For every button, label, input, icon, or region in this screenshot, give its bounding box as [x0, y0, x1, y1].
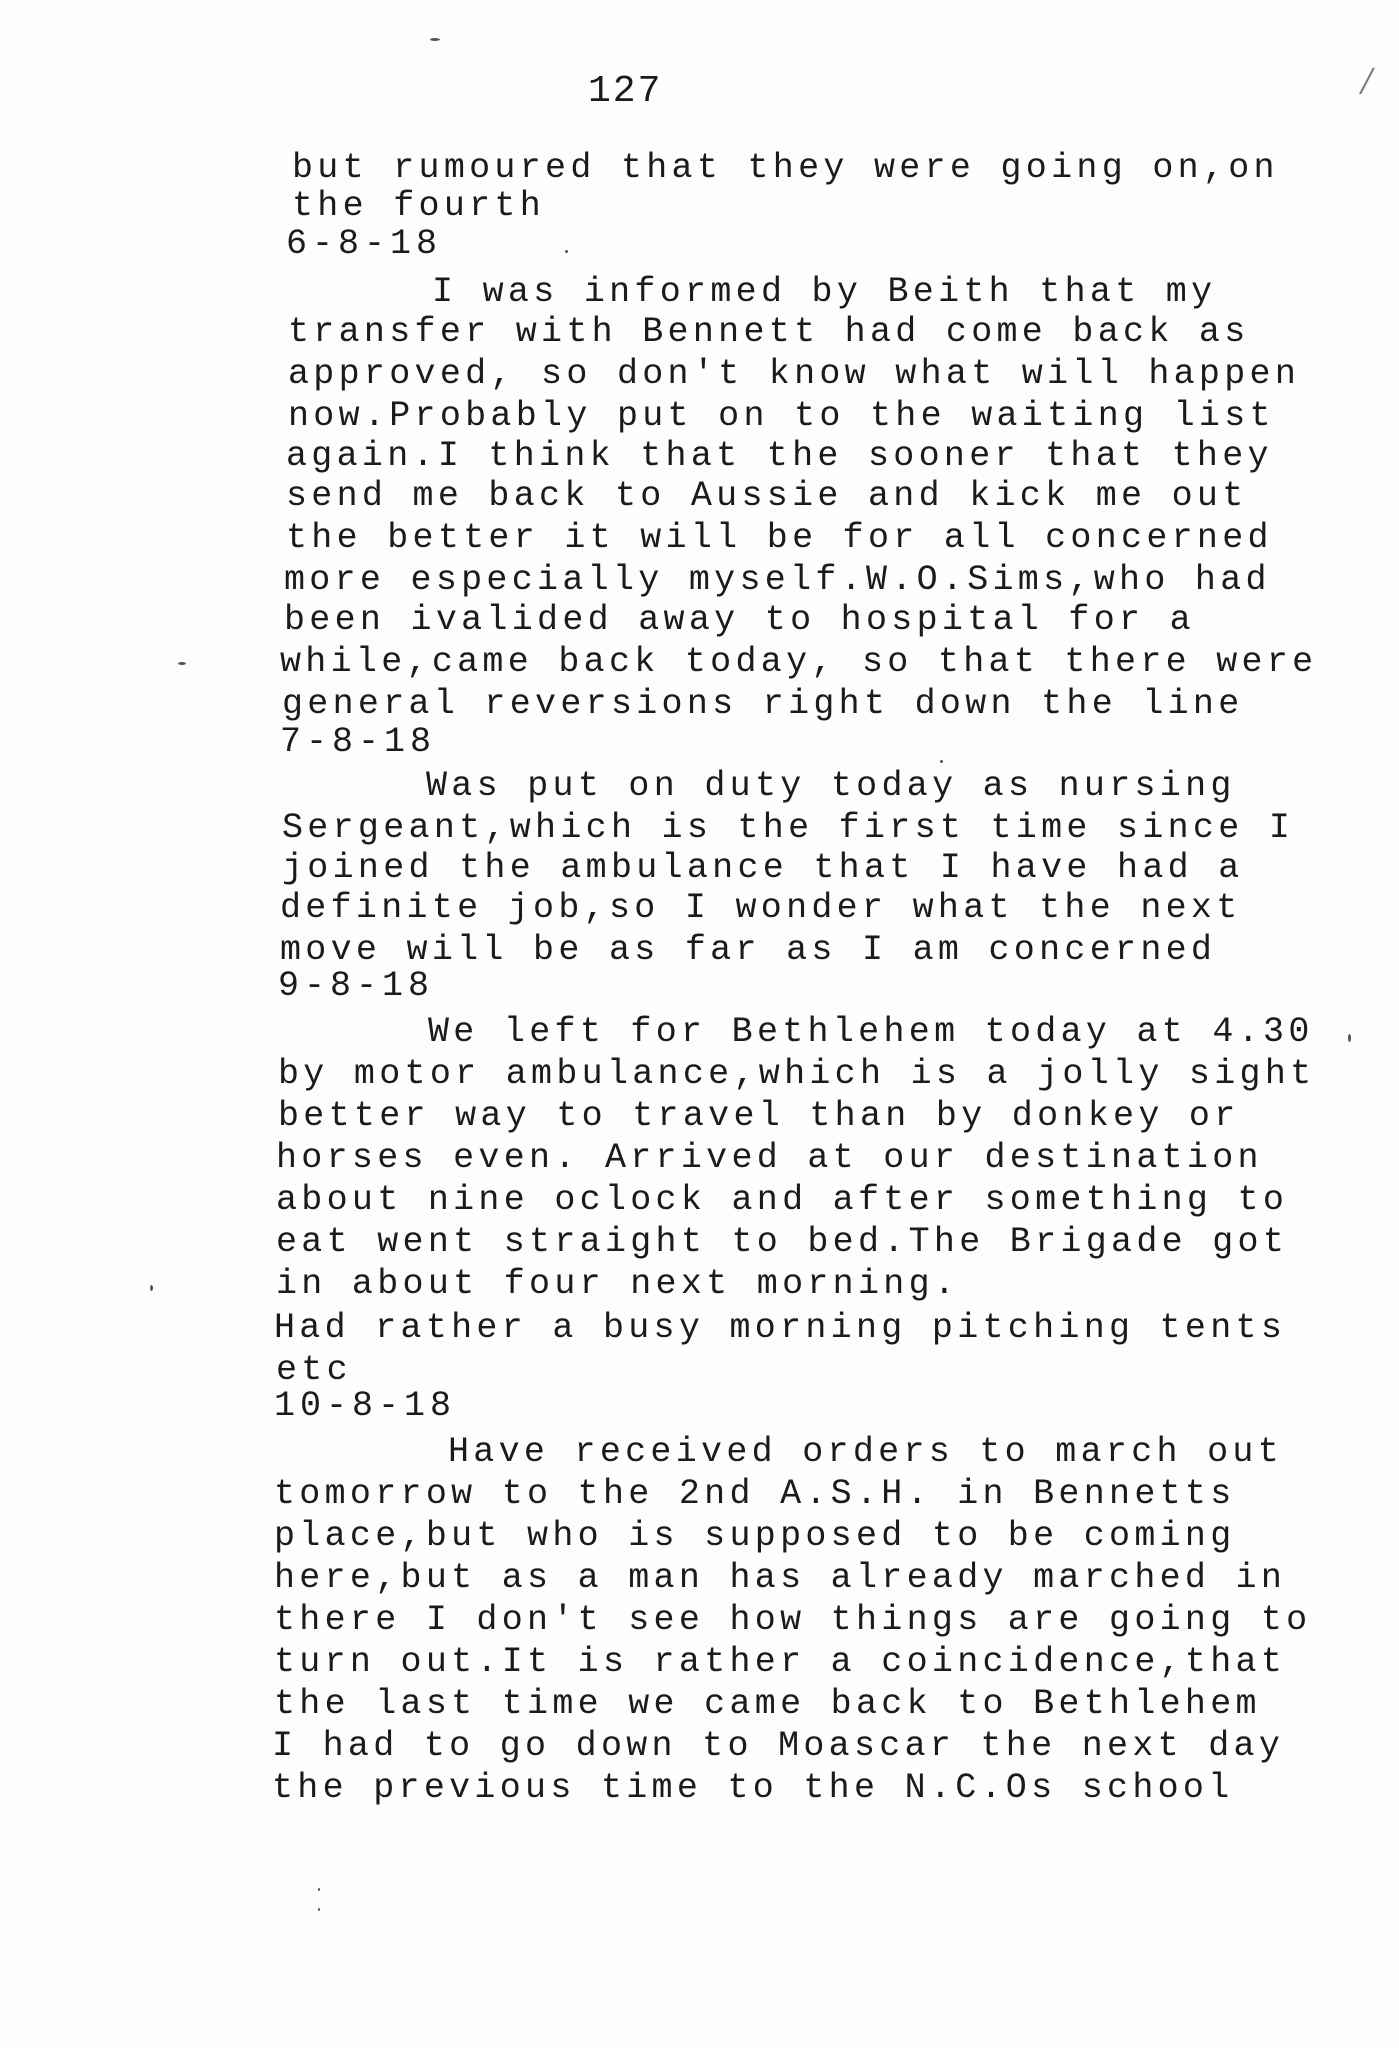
text-line: etc	[276, 1350, 352, 1390]
text-line: definite job,so I wonder what the next	[280, 888, 1242, 928]
text-line: while,came back today, so that there were	[280, 642, 1318, 682]
text-line: been ivalided away to hospital for a	[284, 600, 1195, 640]
text-line: but rumoured that they were going on,on	[292, 148, 1279, 188]
diary-date: 6-8-18	[286, 224, 443, 264]
text-line: the better it will be for all concerned	[286, 518, 1273, 558]
text-line: the fourth	[292, 186, 546, 226]
text-line: send me back to Aussie and kick me out	[286, 476, 1248, 516]
text-line: general reversions right down the line	[282, 684, 1244, 724]
scan-speck	[565, 250, 568, 253]
text-line: again.I think that the sooner that they	[286, 436, 1273, 476]
scan-speck	[318, 1908, 320, 1911]
text-line: We left for Bethlehem today at 4.30	[428, 1012, 1314, 1052]
text-line: approved, so don't know what will happen	[288, 354, 1301, 394]
page-number: 127	[588, 70, 663, 113]
text-line: in about four next morning.	[276, 1264, 960, 1304]
text-line: horses even. Arrived at our destination	[276, 1138, 1263, 1178]
diary-date: 10-8-18	[274, 1386, 457, 1426]
scan-speck	[178, 662, 186, 665]
text-line: turn out.It is rather a coincidence,that	[274, 1642, 1287, 1682]
diary-date: 9-8-18	[278, 966, 435, 1006]
text-line: move will be as far as I am concerned	[280, 930, 1217, 970]
text-line: here,but as a man has already marched in	[274, 1558, 1287, 1598]
text-line: tomorrow to the 2nd A.S.H. in Bennetts	[274, 1474, 1236, 1514]
scan-speck	[150, 1285, 153, 1291]
text-line: Was put on duty today as nursing	[426, 766, 1236, 806]
margin-mark: ⁄	[1355, 62, 1380, 107]
text-line: transfer with Bennett had come back as	[288, 312, 1250, 352]
scan-speck	[1348, 1034, 1351, 1042]
scan-speck	[940, 760, 943, 763]
text-line: Sergeant,which is the first time since I	[282, 808, 1295, 848]
text-line: place,but who is supposed to be coming	[274, 1516, 1236, 1556]
text-line: now.Probably put on to the waiting list	[288, 396, 1275, 436]
text-line: there I don't see how things are going to	[274, 1600, 1312, 1640]
text-line: better way to travel than by donkey or	[278, 1096, 1240, 1136]
text-line: I was informed by Beith that my	[432, 272, 1217, 312]
text-line: Had rather a busy morning pitching tents	[274, 1308, 1287, 1348]
text-line: the previous time to the N.C.Os school	[272, 1768, 1234, 1808]
text-line: the last time we came back to Bethlehem	[274, 1684, 1261, 1724]
scan-speck	[318, 1888, 320, 1891]
text-line: I had to go down to Moascar the next day	[272, 1726, 1285, 1766]
scan-speck	[430, 38, 440, 41]
text-line: about nine oclock and after something to	[276, 1180, 1289, 1220]
text-line: eat went straight to bed.The Brigade got	[276, 1222, 1289, 1262]
text-line: Have received orders to march out	[448, 1432, 1284, 1472]
text-line: by motor ambulance,which is a jolly sight	[278, 1054, 1316, 1094]
diary-date: 7-8-18	[280, 722, 437, 762]
text-line: joined the ambulance that I have had a	[282, 848, 1244, 888]
text-line: more especially myself.W.O.Sims,who had	[284, 560, 1271, 600]
